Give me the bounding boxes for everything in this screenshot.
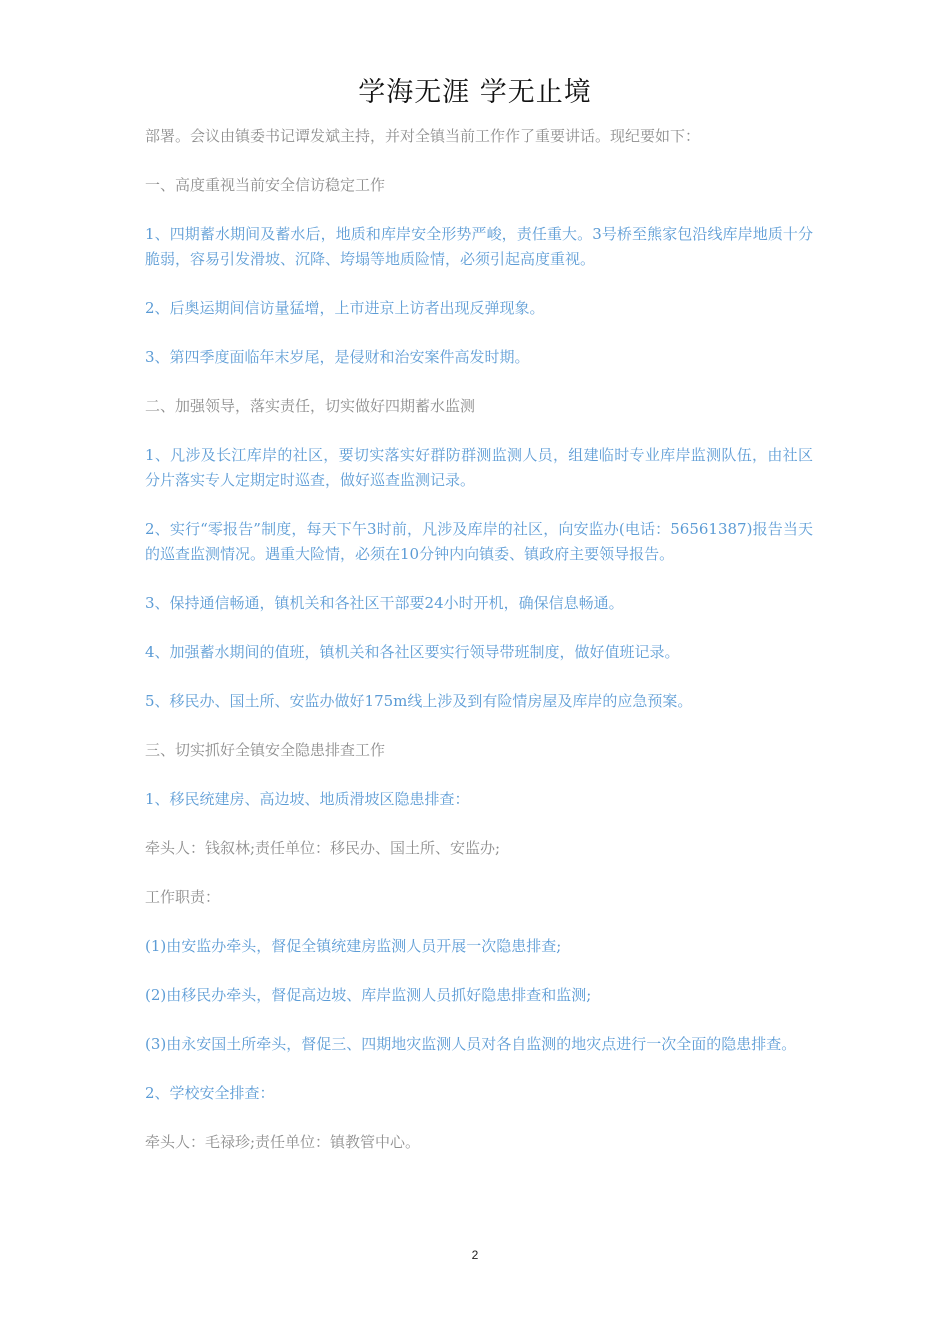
paragraph: (3)由永安国土所牵头，督促三、四期地灾监测人员对各自监测的地灾点进行一次全面的隐患排查。 (145, 1035, 797, 1053)
document-body (145, 124, 813, 1179)
section-heading: 三、切实抓好全镇安全隐患排查工作 (145, 741, 386, 759)
paragraph: (2)由移民办牵头，督促高边坡、库岸监测人员抓好隐患排查和监测; (145, 986, 592, 1004)
paragraph: 3、第四季度面临年末岁尾，是侵财和治安案件高发时期。 (145, 348, 530, 366)
paragraph: 1、移民统建房、高边坡、地质滑坡区隐患排查： (145, 790, 470, 808)
paragraph: 4、加强蓄水期间的值班，镇机关和各社区要实行领导带班制度，做好值班记录。 (145, 643, 680, 661)
paragraph: 2、学校安全排查： (145, 1084, 275, 1102)
paragraph: 工作职责： (145, 888, 221, 906)
paragraph: 牵头人：钱叙林;责任单位：移民办、国土所、安监办; (145, 839, 501, 857)
section-heading: 二、加强领导，落实责任，切实做好四期蓄水监测 (145, 397, 476, 415)
paragraph: 5、移民办、国土所、安监办做好175m线上涉及到有险情房屋及库岸的应急预案。 (145, 692, 693, 710)
paragraph: 牵头人：毛禄珍;责任单位：镇教管中心。 (145, 1133, 421, 1151)
page-header-title: 学海无涯 学无止境 (358, 77, 592, 108)
paragraph: 2、后奥运期间信访量猛增，上市进京上访者出现反弹现象。 (145, 299, 545, 317)
paragraph: 1、凡涉及长江库岸的社区，要切实落实好群防群测监测人员，组建临时专业库岸监测队伍，由社区分片落实专人定期定时巡查，做好巡查监测记录。 (145, 446, 813, 489)
paragraph: 1、四期蓄水期间及蓄水后，地质和库岸安全形势严峻，责任重大。3号桥至熊家包沿线库岸地质十分脆弱，容易引发滑坡、沉降、垮塌等地质险情，必须引起高度重视。 (145, 225, 813, 268)
page-number: 2 (471, 1248, 479, 1262)
section-heading: 一、高度重视当前安全信访稳定工作 (145, 176, 386, 194)
paragraph: (1)由安监办牵头，督促全镇统建房监测人员开展一次隐患排查; (145, 937, 562, 955)
paragraph: 2、实行“零报告”制度，每天下午3时前，凡涉及库岸的社区，向安监办(电话：56561387)报告当天的巡查监测情况。遇重大险情，必须在10分钟内向镇委、镇政府主要领导报告。 (145, 520, 813, 563)
paragraph: 3、保持通信畅通，镇机关和各社区干部要24小时开机，确保信息畅通。 (145, 594, 624, 612)
paragraph: 部署。会议由镇委书记谭发斌主持，并对全镇当前工作作了重要讲话。现纪要如下： (145, 127, 701, 145)
